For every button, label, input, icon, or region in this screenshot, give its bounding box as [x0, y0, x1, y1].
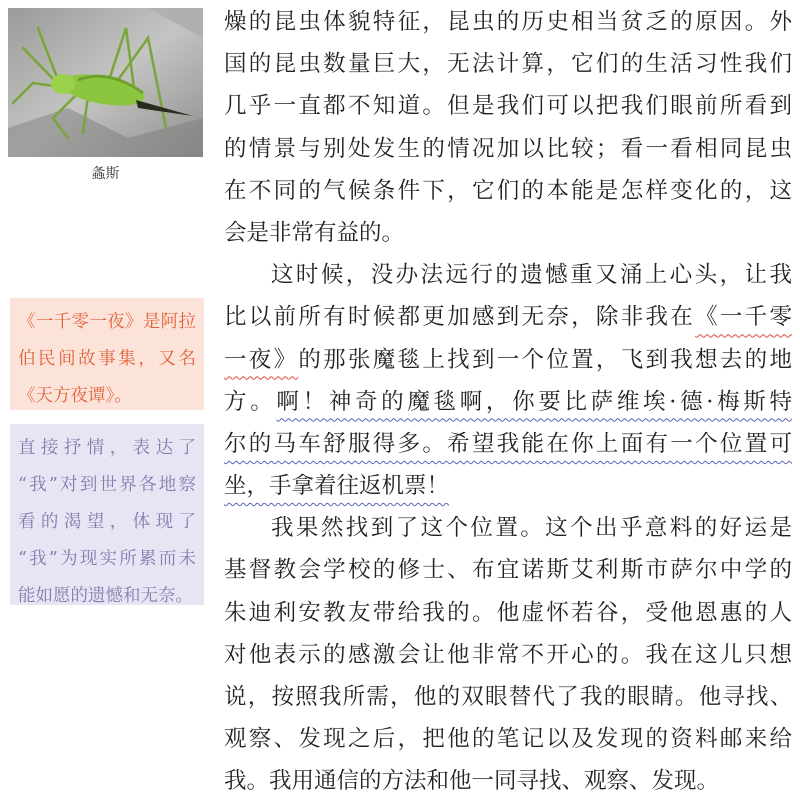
figure-caption: 螽斯	[91, 166, 120, 182]
text-line: 说，按照我所需，他的双眼替代了我的眼睛。他寻找、	[224, 684, 792, 710]
note-line: 伯民间故事集，又名	[18, 349, 196, 369]
note-line: “我”为现实所累而未	[18, 549, 196, 569]
text-line: 几乎一直都不知道。但是我们可以把我们眼前所看到	[224, 93, 792, 120]
note-line: 《天方夜谭》。	[18, 386, 132, 406]
margin-note-annotation	[10, 424, 204, 605]
note-line: 看的渴望，体现了	[18, 512, 196, 532]
margin-note-footnote	[10, 298, 204, 410]
text-line	[224, 423, 792, 465]
text-line: 在不同的气候条件下，它们的本能是怎样变化的，这	[224, 177, 792, 204]
book-title-underline: 一夜》	[224, 346, 299, 373]
note-line: 能如愿的遗憾和无奈。	[18, 586, 193, 606]
text-line: 国的昆虫数量巨大，无法计算，它们的生活习性我们	[224, 51, 792, 78]
grasshopper-photo	[8, 8, 203, 157]
text-segment: 的那张魔毯上找到一个位置，飞到我想去的地	[298, 346, 792, 373]
text-segment: 方。	[224, 388, 277, 415]
text-line: 燥的昆虫体貌特征，昆虫的历史相当贫乏的原因。外	[224, 9, 792, 35]
note-line: “我”对到世界各地察	[18, 475, 196, 495]
book-title-underline: 《一千零	[695, 304, 792, 331]
text-line	[224, 296, 792, 338]
text-line	[224, 381, 792, 423]
text-line	[224, 465, 792, 507]
note-line: 直接抒情，表达了	[18, 438, 196, 458]
text-line: 这时候，没办法远行的遗憾重又涌上心头，让我	[271, 262, 792, 289]
text-line: 基督教会学校的修士、布宜诺斯艾利斯市萨尔中学的	[224, 557, 792, 584]
text-segment: 比以前所有时候都更加感到无奈，除非我在	[224, 304, 696, 331]
body-text	[224, 1, 792, 803]
text-line: 的情景与别处发生的情况加以比较；看一看相同昆虫	[224, 135, 792, 162]
annotated-sentence: 尔的马车舒服得多。希望我能在你上面有一个位置可	[224, 430, 792, 457]
text-line: 对他表示的感激会让他非常不开心的。我在这儿只想	[224, 641, 792, 668]
text-line: 我。我用通信的方法和他一同寻找、观察、发现。	[224, 768, 720, 795]
text-line: 我果然找到了这个位置。这个出乎意料的好运是	[271, 515, 792, 542]
annotated-sentence: 啊！神奇的魔毯啊，你要比萨维埃·德·梅斯特	[276, 388, 792, 415]
text-line: 会是非常有益的。	[224, 219, 405, 246]
text-line: 观察、发现之后，把他的笔记以及发现的资料邮来给	[224, 726, 792, 753]
annotated-sentence: 坐，手拿着往返机票！	[224, 473, 450, 500]
note-line: 《一千零一夜》是阿拉	[18, 312, 196, 332]
text-line	[224, 339, 792, 381]
text-line: 朱迪利安教友带给我的。他虚怀若谷，受他恩惠的人	[224, 599, 792, 626]
